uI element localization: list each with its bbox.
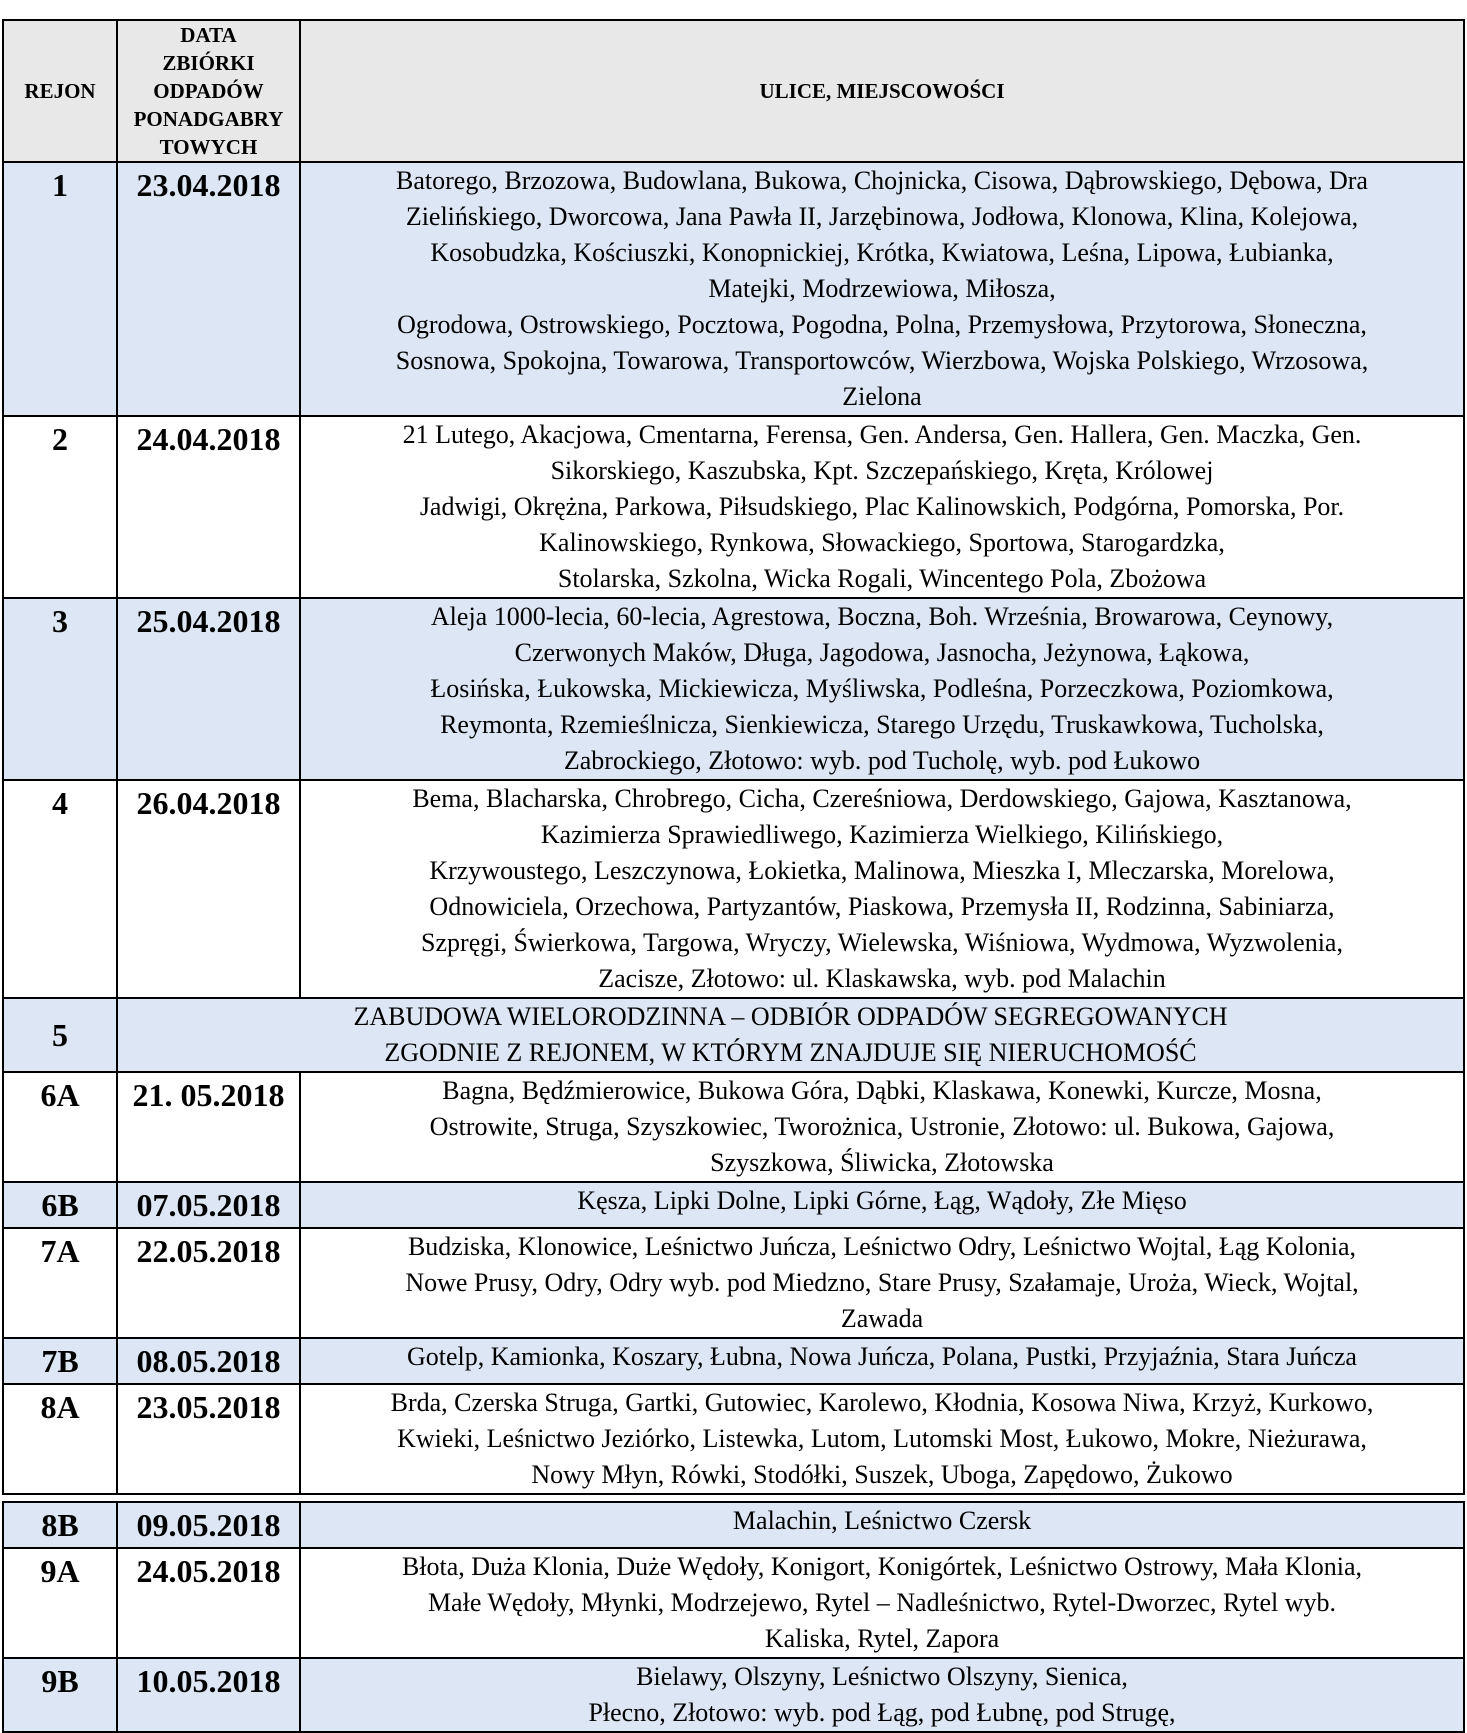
- rejon-cell: 7A: [3, 1228, 117, 1338]
- rejon-cell: 2: [3, 416, 117, 598]
- rejon-cell: 6A: [3, 1072, 117, 1182]
- multi-family-note: [117, 998, 1464, 1072]
- street-line: 21 Lutego, Akacjowa, Cmentarna, Ferensa, Gen. Andersa, Gen. Hallera, Gen. Maczka, Gen.: [402, 420, 1362, 449]
- rejon-cell: 6B: [3, 1182, 117, 1228]
- street-line: Ostrowite, Struga, Szyszkowiec, Tworożnica, Ustronie, Złotowo: ul. Bukowa, Gajowa,: [429, 1112, 1335, 1141]
- street-line: Zacisze, Złotowo: ul. Klaskawska, wyb. pod Malachin: [598, 964, 1166, 993]
- note-line: ZGODNIE Z REJONEM, W KTÓRYM ZNAJDUJE SIĘ NIERUCHOMOŚĆ: [384, 1038, 1197, 1067]
- header-ulice: ULICE, MIEJSCOWOŚCI: [300, 20, 1464, 162]
- street-line: Nowe Prusy, Odry, Odry wyb. pod Miedzno, Stare Prusy, Szałamaje, Uroża, Wieck, Wojtal,: [405, 1268, 1359, 1297]
- streets-cell: [300, 1072, 1464, 1182]
- street-line: Kazimierza Sprawiedliwego, Kazimierza Wielkiego, Kilińskiego,: [540, 820, 1224, 849]
- header-data: [117, 20, 300, 162]
- table-row: [3, 1228, 1464, 1338]
- street-line: Stolarska, Szkolna, Wicka Rogali, Wincentego Pola, Zbożowa: [557, 564, 1207, 593]
- street-line: Zawada: [840, 1304, 924, 1333]
- table-row: [3, 1072, 1464, 1182]
- street-line: Krzywoustego, Leszczynowa, Łokietka, Malinowa, Mieszka I, Mleczarska, Morelowa,: [429, 856, 1335, 885]
- table-row: [3, 1338, 1464, 1384]
- streets-cell: [300, 1228, 1464, 1338]
- street-line: Zielińskiego, Dworcowa, Jana Pawła II, Jarzębinowa, Jodłowa, Klonowa, Klina, Kolejowa,: [405, 202, 1359, 231]
- header-data-line: ODPADÓW: [153, 79, 264, 103]
- date-cell: 25.04.2018: [117, 598, 300, 780]
- date-cell: 24.04.2018: [117, 416, 300, 598]
- street-line: Zielona: [842, 382, 922, 411]
- rejon-cell: 8A: [3, 1384, 117, 1494]
- note-line: ZABUDOWA WIELORODZINNA – ODBIÓR ODPADÓW SEGREGOWANYCH: [353, 1002, 1228, 1031]
- street-line: Bema, Blacharska, Chrobrego, Cicha, Czereśniowa, Derdowskiego, Gajowa, Kasztanowa,: [412, 784, 1352, 813]
- streets-cell: [300, 416, 1464, 598]
- street-line: Odnowiciela, Orzechowa, Partyzantów, Piaskowa, Przemysła II, Rodzinna, Sabiniarza,: [429, 892, 1335, 921]
- street-line: Małe Wędoły, Młynki, Modrzejewo, Rytel – Nadleśnictwo, Rytel-Dworzec, Rytel wyb.: [427, 1588, 1337, 1617]
- streets-cell: [300, 1182, 1464, 1228]
- table-row: [3, 1548, 1464, 1658]
- header-data-line: DATA: [180, 23, 237, 47]
- street-line: Błota, Duża Klonia, Duże Wędoły, Konigort, Konigórtek, Leśnictwo Ostrowy, Mała Klonia,: [401, 1552, 1363, 1581]
- table-row: [3, 998, 1464, 1072]
- street-line: Batorego, Brzozowa, Budowlana, Bukowa, Chojnicka, Cisowa, Dąbrowskiego, Dębowa, Dra: [396, 166, 1368, 195]
- street-line: Ogrodowa, Ostrowskiego, Pocztowa, Pogodna, Polna, Przemysłowa, Przytorowa, Słoneczna,: [397, 310, 1367, 339]
- rejon-cell: 9B: [3, 1658, 117, 1732]
- streets-cell: [300, 1658, 1464, 1732]
- street-line: Kosobudzka, Kościuszki, Konopnickiej, Krótka, Kwiatowa, Leśna, Lipowa, Łubianka,: [430, 238, 1334, 267]
- street-line: Sikorskiego, Kaszubska, Kpt. Szczepańskiego, Kręta, Królowej: [550, 456, 1214, 485]
- table-row: [3, 1658, 1464, 1732]
- streets-cell: [300, 1338, 1464, 1384]
- date-cell: 23.05.2018: [117, 1384, 300, 1494]
- street-line: Bagna, Będźmierowice, Bukowa Góra, Dąbki, Klaskawa, Konewki, Kurcze, Mosna,: [442, 1076, 1322, 1105]
- date-cell: 08.05.2018: [117, 1338, 300, 1384]
- table-gap: [3, 1494, 1464, 1502]
- street-line: Reymonta, Rzemieślnicza, Sienkiewicza, Starego Urzędu, Truskawkowa, Tucholska,: [440, 710, 1324, 739]
- street-line: Szyszkowa, Śliwicka, Złotowska: [710, 1148, 1054, 1177]
- date-cell: 09.05.2018: [117, 1502, 300, 1548]
- date-cell: 21. 05.2018: [117, 1072, 300, 1182]
- table-row: [3, 1384, 1464, 1494]
- header-rejon: REJON: [3, 20, 117, 162]
- header-data-line: TOWYCH: [159, 135, 258, 159]
- streets-cell: [300, 1384, 1464, 1494]
- date-cell: 10.05.2018: [117, 1658, 300, 1732]
- rejon-cell: 9A: [3, 1548, 117, 1658]
- rejon-cell: 3: [3, 598, 117, 780]
- street-line: Jadwigi, Okrężna, Parkowa, Piłsudskiego, Plac Kalinowskich, Podgórna, Pomorska, Por.: [419, 492, 1345, 521]
- street-line: Bielawy, Olszyny, Leśnictwo Olszyny, Sienica,: [636, 1662, 1128, 1691]
- schedule-table: [2, 19, 1465, 1733]
- streets-cell: [300, 780, 1464, 998]
- streets-cell: [300, 598, 1464, 780]
- street-line: Zabrockiego, Złotowo: wyb. pod Tucholę, wyb. pod Łukowo: [563, 746, 1201, 775]
- date-cell: 23.04.2018: [117, 162, 300, 416]
- rejon-cell: 1: [3, 162, 117, 416]
- street-line: Brda, Czerska Struga, Gartki, Gutowiec, Karolewo, Kłodnia, Kosowa Niwa, Krzyż, Kurkowo,: [390, 1388, 1374, 1417]
- rejon-cell: 8B: [3, 1502, 117, 1548]
- header-row: [3, 20, 1464, 162]
- date-cell: 24.05.2018: [117, 1548, 300, 1658]
- table-row: [3, 1182, 1464, 1228]
- street-line: Gotelp, Kamionka, Koszary, Łubna, Nowa Juńcza, Polana, Pustki, Przyjaźnia, Stara Juńcza: [407, 1342, 1357, 1371]
- table-row: [3, 162, 1464, 416]
- date-cell: 22.05.2018: [117, 1228, 300, 1338]
- table-row: [3, 416, 1464, 598]
- rejon-cell: 7B: [3, 1338, 117, 1384]
- street-line: Kalinowskiego, Rynkowa, Słowackiego, Sportowa, Starogardzka,: [539, 528, 1225, 557]
- rejon-cell: 4: [3, 780, 117, 998]
- table-row: [3, 1502, 1464, 1548]
- street-line: Kęsza, Lipki Dolne, Lipki Górne, Łąg, Wądoły, Złe Mięso: [577, 1186, 1187, 1215]
- street-line: Malachin, Leśnictwo Czersk: [732, 1506, 1032, 1535]
- streets-cell: [300, 1548, 1464, 1658]
- street-line: Kwieki, Leśnictwo Jeziórko, Listewka, Lutom, Lutomski Most, Łukowo, Mokre, Nieżurawa,: [397, 1424, 1367, 1453]
- street-line: Szpręgi, Świerkowa, Targowa, Wryczy, Wielewska, Wiśniowa, Wydmowa, Wyzwolenia,: [421, 928, 1343, 957]
- streets-cell: [300, 162, 1464, 416]
- street-line: Płecno, Złotowo: wyb. pod Łąg, pod Łubnę, pod Strugę,: [588, 1698, 1176, 1727]
- street-line: Sosnowa, Spokojna, Towarowa, Transportowców, Wierzbowa, Wojska Polskiego, Wrzosowa,: [395, 346, 1369, 375]
- header-data-line: ZBIÓRKI: [162, 51, 255, 75]
- rejon-cell: 5: [3, 998, 117, 1072]
- streets-cell: [300, 1502, 1464, 1548]
- table-row: [3, 780, 1464, 998]
- date-cell: 07.05.2018: [117, 1182, 300, 1228]
- table-row: [3, 598, 1464, 780]
- street-line: Matejki, Modrzewiowa, Miłosza,: [708, 274, 1056, 303]
- street-line: Budziska, Klonowice, Leśnictwo Juńcza, Leśnictwo Odry, Leśnictwo Wojtal, Łąg Kolonia,: [407, 1232, 1357, 1261]
- street-line: Aleja 1000-lecia, 60-lecia, Agrestowa, Boczna, Boh. Września, Browarowa, Ceynowy,: [430, 602, 1334, 631]
- street-line: Łosińska, Łukowska, Mickiewicza, Myśliwska, Podleśna, Porzeczkowa, Poziomkowa,: [430, 674, 1334, 703]
- street-line: Nowy Młyn, Rówki, Stodółki, Suszek, Uboga, Zapędowo, Żukowo: [531, 1460, 1233, 1489]
- header-data-line: PONADGABRY: [133, 107, 284, 131]
- street-line: Czerwonych Maków, Długa, Jagodowa, Jasnocha, Jeżynowa, Łąkowa,: [514, 638, 1250, 667]
- date-cell: 26.04.2018: [117, 780, 300, 998]
- street-line: Kaliska, Rytel, Zapora: [764, 1624, 1000, 1653]
